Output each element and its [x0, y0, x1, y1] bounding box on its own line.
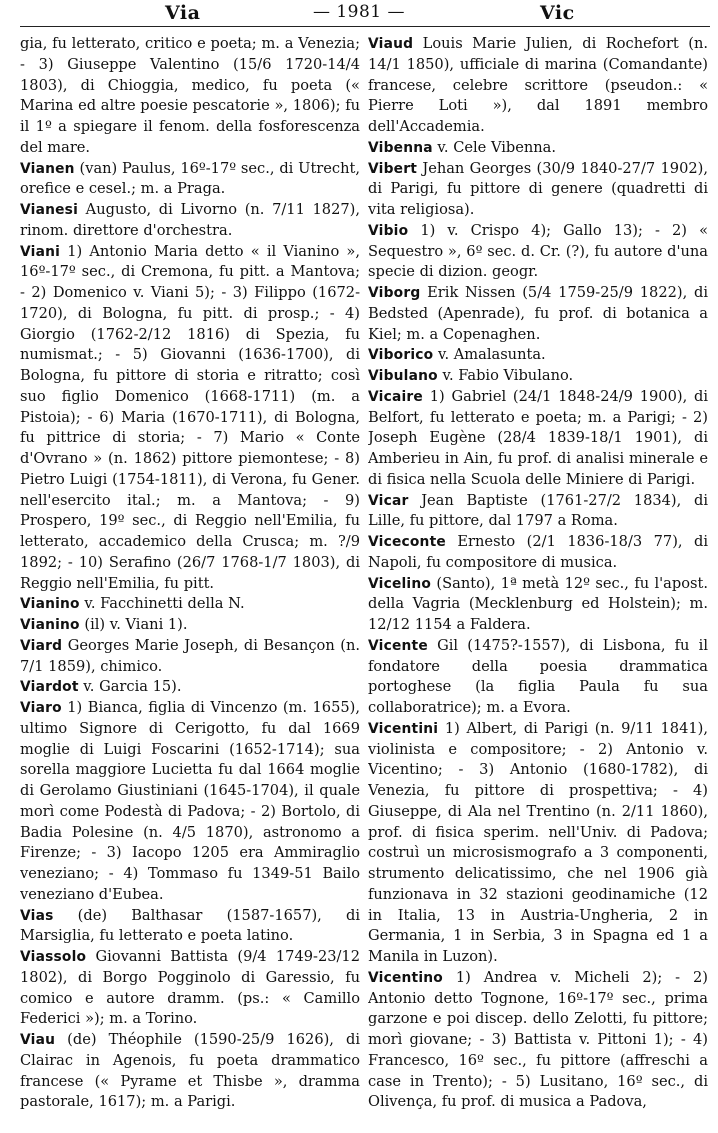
entry-headword: Vicente — [368, 637, 428, 654]
dictionary-entry — [368, 636, 708, 719]
entry-text: v. Facchinetti della N. — [79, 595, 245, 613]
entry-headword: Vibert — [368, 160, 417, 177]
entry-headword: Vicaire — [368, 388, 423, 405]
entry-text: (il) v. Viani 1). — [79, 616, 188, 633]
entry-text: v. Fabio Vibulano. — [437, 367, 574, 384]
right-column — [368, 34, 708, 1129]
entry-headword: Vibenna — [368, 139, 433, 156]
dictionary-entry — [20, 594, 360, 615]
entry-headword: Vibio — [368, 222, 409, 239]
entry-text: Gil (1475?-1557), di Lisbona, fu il fondatore della poesia drammatica portoghese (la figlia Paula fu sua collaboratrice); m. a Evora. — [368, 636, 708, 716]
entry-headword: Viaud — [368, 36, 414, 52]
dictionary-entry — [368, 574, 708, 636]
dictionary-entry — [368, 968, 708, 1113]
entry-text: (van) Paulus, 16º-17º sec., di Utrecht, orefice e cesel.; m. a Praga. — [20, 159, 360, 198]
dictionary-entry — [20, 615, 360, 636]
entry-headword: Viaro — [20, 700, 62, 716]
dictionary-entry — [368, 532, 708, 574]
dictionary-entry — [368, 491, 708, 533]
entry-text: Jean Baptiste (1761-27/2 1834), di Lille, fu pittore, dal 1797 a Roma. — [368, 491, 708, 530]
entry-headword: Viau — [20, 1032, 56, 1048]
entry-text: (de) Balthasar (1587-1657), di Marsiglia, fu letterato e poeta latino. — [20, 906, 360, 945]
entry-headword: Vianino — [20, 596, 80, 613]
dictionary-entry — [20, 947, 360, 1030]
entry-headword: Viani — [20, 243, 61, 260]
entry-text: 1) Albert, di Parigi (n. 9/11 1841), violinista e compositore; - 2) Antonio v. Vicentino; - 3) Antonio (1680-1782), di Venezia, fu pittore di prospettiva; - 4) Giuseppe, di Ala nel Trentino (n. 2/11 1860), prof. di fisica sperim. nell'Univ. di Padova; costruì un microsismografo a 3 componenti, strumento delicatissimo, che nel 1906 già funzionava in 32 stazioni geodinamiche (12 in Italia, 13 in Austria-Ungheria, 2 in Germania, 1 in Serbia, 3 in Spagna ed 1 a Manila in Luzon). — [368, 719, 708, 965]
dictionary-entry — [368, 34, 708, 138]
dictionary-entry — [20, 1030, 360, 1113]
dictionary-entry — [20, 200, 360, 242]
entry-text: 1) Bianca, figlia di Vincenzo (m. 1655), ultimo Signore di Cerigotto, fu dal 1669 moglie di Luigi Foscarini (1652-1714); sua sorella maggiore Lucietta fu dal 1664 moglie di Gerolamo Giustiniani (1645-1704), il quale morì come Podestà di Padova; - 2) Bortolo, di Badia Polesine (n. 4/5 1870), astronomo a Firenze; - 3) Iacopo 1205 era Ammiraglio veneziano; - 4) Tommaso fu 1349-51 Bailo veneziano d'Eubea. — [20, 699, 360, 903]
header-rule — [20, 26, 710, 27]
dictionary-entry — [20, 34, 360, 159]
dictionary-entry — [20, 242, 360, 595]
dictionary-entry — [20, 698, 360, 906]
entry-text: (Santo), 1ª metà 12º sec., fu l'apost. della Vagria (Mecklenburg ed Holstein); m. 12/12 1154 a Faldera. — [368, 574, 708, 633]
entry-headword: Viborg — [368, 285, 421, 301]
entry-headword: Vicelino — [368, 575, 432, 592]
header-left-guide-word: Via — [165, 2, 201, 24]
entry-text: 1) v. Crispo 4); Gallo 13); - 2) « Sequestro », 6º sec. d. Cr. (?), fu autore d'una specie di dizion. geogr. — [368, 221, 708, 281]
header-page-number: — 1981 — — [312, 2, 406, 22]
entry-text: 1) Andrea v. Micheli 2); - 2) Antonio detto Tognone, 16º-17º sec., prima garzone e poi discep. dello Zelotti, fu pittore; morì giovane; - 3) Battista v. Pittoni 1); - 4) Francesco, 16º sec., fu pittore (affreschi a case in Trento); - 5) Lusitano, 16º sec., di Olivença, fu prof. di musica a Padova, — [368, 968, 708, 1111]
entry-headword: Vianesi — [20, 202, 78, 218]
dictionary-entry — [368, 387, 708, 491]
dictionary-entry — [368, 138, 708, 159]
dictionary-entry — [20, 159, 360, 201]
entry-text: 1) Gabriel (24/1 1848-24/9 1900), di Belfort, fu letterato e poeta; m. a Parigi; - 2) Joseph Eugène (28/4 1839-18/1 1901), di Amberieu in Ain, fu prof. di analisi minerale e di fisica nella Scuola delle Miniere di Parigi. — [368, 387, 708, 488]
entry-text: Giovanni Battista (9/4 1749-23/12 1802), di Borgo Pogginolo di Garessio, fu comico e autore dramm. (ps.: « Camillo Federici »); m. a Torino. — [20, 948, 360, 1028]
entry-text: Ernesto (2/1 1836-18/3 77), di Napoli, fu compositore di musica. — [368, 533, 708, 571]
entry-headword: Viard — [20, 637, 63, 654]
dictionary-entry — [20, 906, 360, 948]
entry-headword: Vicentini — [368, 720, 439, 737]
dictionary-entry — [368, 283, 708, 345]
entry-headword: Viardot — [20, 679, 79, 696]
dictionary-entry — [368, 719, 708, 968]
entry-headword: Viceconte — [368, 534, 446, 550]
entry-text: gia, fu letterato, critico e poeta; m. a Venezia; - 3) Giuseppe Valentino (15/6 1720-14/4 1803), di Chioggia, medico, fu poeta (« Marina ed altre poesie pescatorie », 1806); fu il 1º a spiegare il fenom. della fosforescenza del mare. — [20, 35, 360, 156]
entry-text: v. Garcia 15). — [78, 678, 182, 696]
dictionary-entry — [20, 636, 360, 678]
dictionary-entry — [368, 159, 708, 221]
dictionary-entry — [368, 345, 708, 366]
entry-text: Georges Marie Joseph, di Besançon (n. 7/1 1859), chimico. — [20, 636, 360, 675]
entry-text: (de) Théophile (1590-25/9 1626), di Clairac in Agenois, fu poeta drammatico francese (« Pyrame et Thisbe », dramma pastorale, 1617); m. a Parigi. — [20, 1031, 360, 1111]
header-right-guide-word: Vic — [540, 2, 575, 24]
entry-headword: Vibulano — [368, 368, 438, 384]
entry-headword: Vias — [20, 907, 54, 924]
entry-headword: Vicar — [368, 492, 409, 509]
dictionary-entry — [368, 221, 708, 283]
entry-text: 1) Antonio Maria detto « il Vianino », 16º-17º sec., di Cremona, fu pitt. a Mantova; - 2) Domenico v. Viani 5); - 3) Filippo (1672-1720), di Bologna, fu pitt. di prosp.; - 4) Giorgio (1762-2/12 1816) di Spezia, fu numismat.; - 5) Giovanni (1636-1700), di Bologna, fu pittore di storia e ritratto; così suo figlio Domenico (1668-1711) (m. a Pistoia); - 6) Maria (1670-1711), di Bologna, fu pittrice di storia; - 7) Mario « Conte d'Ovrano » (n. 1862) pittore piemontese; - 8) Pietro Luigi (1754-1811), di Verona, fu Gener. nell'esercito ital.; m. a Mantova; - 9) Prospero, 19º sec., di Reggio nell'Emilia, fu letterato, accademico della Crusca; m. ?/9 1892; - 10) Serafino (26/7 1768-1/7 1803), di Reggio nell'Emilia, fu pitt. — [20, 242, 360, 592]
entry-text: v. Cele Vibenna. — [432, 138, 557, 156]
entry-text: Louis Marie Julien, di Rochefort (n. 14/1 1850), ufficiale di marina (Comandante) francese, celebre scrittore (pseudon.: « Pierre Loti »), dal 1891 membro dell'Accademia. — [368, 35, 708, 135]
entry-headword: Vicentino — [368, 969, 443, 986]
entry-text: Jehan Georges (30/9 1840-27/7 1902), di Parigi, fu pittore di genere (quadretti di vita religiosa). — [368, 159, 708, 218]
entry-text: Erik Nissen (5/4 1759-25/9 1822), di Bedsted (Apenrade), fu prof. di botanica a Kiel; m. a Copenaghen. — [368, 284, 708, 343]
entry-headword: Vianen — [20, 160, 75, 177]
dictionary-entry — [368, 366, 708, 387]
entry-headword: Viassolo — [20, 949, 87, 965]
left-column — [20, 34, 360, 1129]
entry-headword: Vianino — [20, 617, 80, 633]
entry-text: Augusto, di Livorno (n. 7/11 1827), rinom. direttore d'orchestra. — [20, 201, 360, 239]
entry-headword: Viborico — [368, 347, 434, 364]
dictionary-entry — [20, 677, 360, 698]
page-header — [0, 0, 718, 26]
entry-text: v. Amalasunta. — [433, 346, 546, 364]
